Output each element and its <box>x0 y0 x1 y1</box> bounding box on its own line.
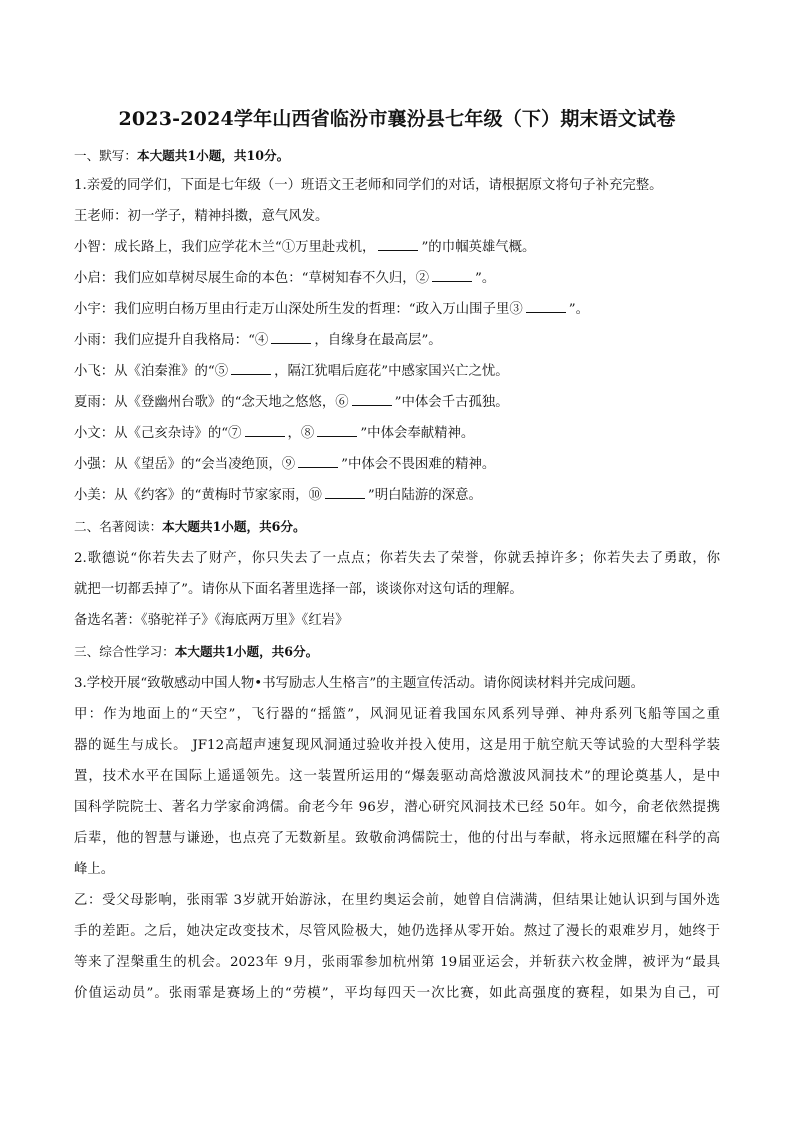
section-2-heading <box>74 517 724 537</box>
section-2-title: 本大题共1小题，共6分。 <box>162 519 306 534</box>
q2-line-3: 备选名著：《骆驼祥子》《海底两万里》《红岩》 <box>74 613 349 628</box>
q1-xiayu-text-a: 夏雨：从《登幽州台歌》的“念天地之悠悠，⑥ <box>74 395 349 410</box>
q1-qiang-text-b: ”中体会不畏困难的精神。 <box>341 457 496 472</box>
q1-mei-text-b: ”明白陆游的深意。 <box>367 488 482 503</box>
q1-qi-text-a: 小启：我们应如草树尽展生命的本色：“草树知春不久归，② <box>74 271 429 286</box>
q1-xiayu-line <box>74 393 724 413</box>
q1-qi-text-b: ”。 <box>475 271 496 286</box>
answer-blank-2[interactable] <box>432 269 472 282</box>
q1-qiang-line <box>74 455 724 475</box>
q1-yu-text-b: ”。 <box>568 302 589 317</box>
q1-teacher-line: 王老师：初一学子，精神抖擞，意气风发。 <box>74 209 329 224</box>
q1-yu-line <box>74 300 724 320</box>
answer-blank-6[interactable] <box>352 393 392 406</box>
q1-mei-line <box>74 486 724 506</box>
answer-blank-1[interactable] <box>378 238 418 251</box>
q2-line-1: 2.歌德说“你若失去了财产，你只失去了一点点；你若失去了荣誉，你就丢掉许多；你若失去了勇敢，你 <box>74 551 720 566</box>
answer-blank-9[interactable] <box>298 455 338 468</box>
q1-fei-line <box>74 362 724 382</box>
q3-jia-line-6: 峰上。 <box>74 862 115 877</box>
q1-qi-line <box>74 269 724 289</box>
section-3-heading <box>74 642 724 662</box>
q2-line-2: 就把一切都丢掉了”。请你从下面名著里选择一部，谈谈你对这句话的理解。 <box>74 582 523 597</box>
q3-intro: 3.学校开展“致敬感动中国人物•书写励志人生格言”的主题宣传活动。请你阅读材料并完成问题。 <box>74 676 644 691</box>
q1-xiayu-text-b: ”中体会千古孤独。 <box>394 395 509 410</box>
section-3-prefix: 三、综合性学习： <box>74 644 175 659</box>
q3-jia-line-5: 后辈，他的智慧与谦逊，也点亮了无数新星。致敬俞鸿儒院士，他的付出与奉献，将永远照耀在科学的高 <box>74 831 720 846</box>
q3-yi-line-2: 手的差距。之后，她决定改变技术，尽管风险极大，她仍选择从零开始。熬过了漫长的艰难岁月，她终于 <box>74 924 720 939</box>
q3-yi-line-4: 价值运动员”。张雨霏是赛场上的“劳模”，平均每四天一次比赛，如此高强度的赛程，如果为自己，可 <box>74 986 720 1001</box>
answer-blank-5[interactable] <box>231 362 271 375</box>
q1-wen-text-b: ，⑧ <box>287 426 315 441</box>
q3-yi-line-1: 乙：受父母影响，张雨霏 3岁就开始游泳，在里约奥运会前，她曾自信满满，但结果让她认识到与国外选 <box>74 893 720 908</box>
q1-yu-text-a: 小宇：我们应明白杨万里由行走万山深处所生发的哲理：“政入万山围子里③ <box>74 302 523 317</box>
answer-blank-4[interactable] <box>271 331 311 344</box>
answer-blank-3[interactable] <box>526 300 566 313</box>
q1-wen-text-a: 小文：从《己亥杂诗》的“⑦ <box>74 426 242 441</box>
q1-fei-text-a: 小飞：从《泊秦淮》的“⑤ <box>74 364 229 379</box>
section-2-prefix: 二、名著阅读： <box>74 519 163 534</box>
exam-title: 2023-2024学年山西省临汾市襄汾县七年级（下）期末语文试卷 <box>118 108 676 130</box>
section-1-title: 本大题共1小题，共10分。 <box>136 148 290 163</box>
answer-blank-8[interactable] <box>317 424 357 437</box>
q1-wen-line <box>74 424 724 444</box>
section-1-prefix: 一、默写： <box>74 148 137 163</box>
q1-zhi-text-b: ”的巾帼英雄气概。 <box>421 240 536 255</box>
q3-jia-line-3: 置，技术水平在国际上遥遥领先。这一装置所运用的“爆轰驱动高焓激波风洞技术”的理论奠基人，是中 <box>74 769 720 784</box>
q3-jia-line-2: 器的诞生与成长。 JF12高超声速复现风洞通过验收并投入使用，这是用于航空航天等试验的大型科学装 <box>74 738 720 753</box>
q3-yi-line-3: 等来了涅槃重生的机会。2023年 9月，张雨霏参加杭州第 19届亚运会，并斩获六枚金牌，被评为“最具 <box>74 955 720 970</box>
q1-yu2-text-b: ，自缘身在最高层”。 <box>314 333 442 348</box>
q3-jia-line-1: 甲：作为地面上的“天空”，飞行器的“摇篮”，风洞见证着我国东风系列导弹、神舟系列飞船等国之重 <box>74 707 720 722</box>
q1-mei-text-a: 小美：从《约客》的“黄梅时节家家雨，⑩ <box>74 488 322 503</box>
q1-wen-text-c: ”中体会奉献精神。 <box>360 426 475 441</box>
q1-zhi-line <box>74 238 724 258</box>
q1-zhi-text-a: 小智：成长路上，我们应学花木兰“①万里赴戎机， <box>74 240 376 255</box>
section-3-title: 本大题共1小题，共6分。 <box>174 644 319 659</box>
q1-fei-text-b: ，隔江犹唱后庭花”中感家国兴亡之忧。 <box>274 364 509 379</box>
answer-blank-10[interactable] <box>325 486 365 499</box>
section-1-heading <box>74 146 724 166</box>
q3-jia-line-4: 国科学院院士、著名力学家俞鸿儒。俞老今年 96岁，潜心研究风洞技术已经 50年。如今，俞老依然提携 <box>74 800 720 815</box>
q1-qiang-text-a: 小强：从《望岳》的“会当凌绝顶，⑨ <box>74 457 296 472</box>
answer-blank-7[interactable] <box>245 424 285 437</box>
q1-intro: 1.亲爱的同学们，下面是七年级（一）班语文王老师和同学们的对话，请根据原文将句子补充完整。 <box>74 178 663 193</box>
q1-yu2-line <box>74 331 724 351</box>
q1-yu2-text-a: 小雨：我们应提升自我格局：“④ <box>74 333 269 348</box>
